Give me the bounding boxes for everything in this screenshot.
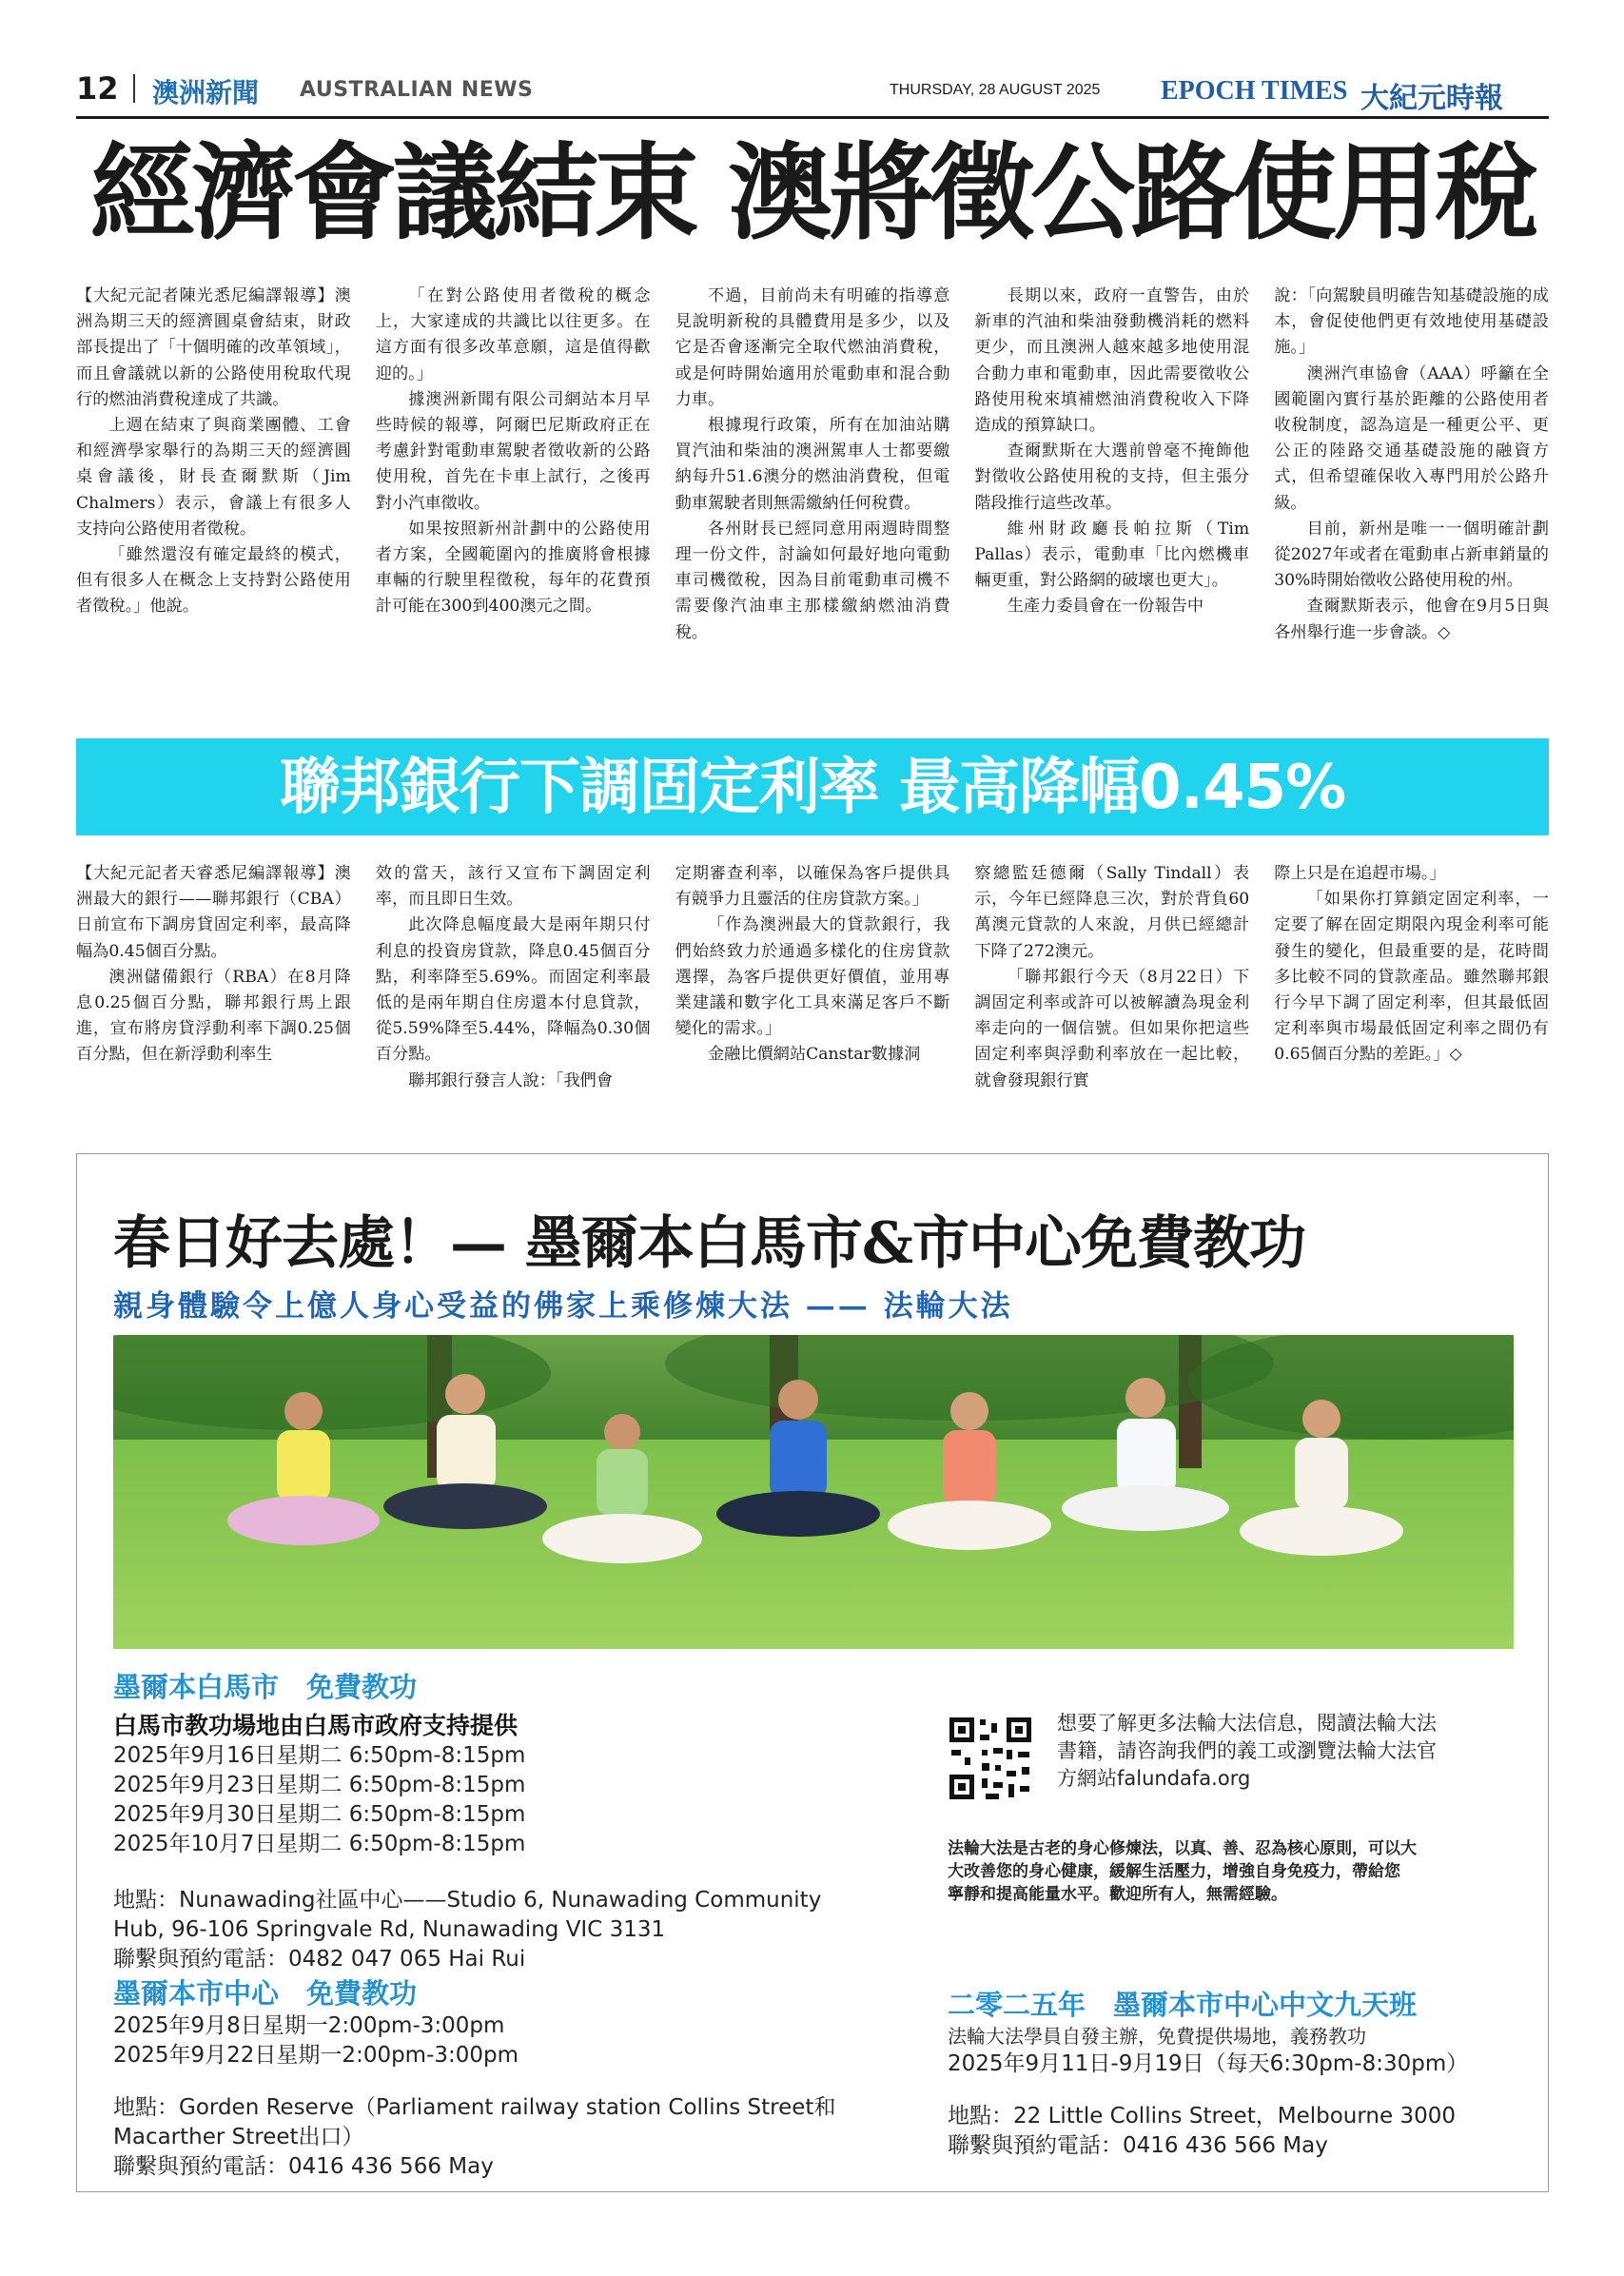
about-line: 大改善您的身心健康，緩解生活壓力，增強自身免疫力，帶給您	[948, 1862, 1400, 1881]
article2-column-2	[376, 861, 651, 1147]
nine-day-note: 法輪大法學員自發主辦，免費提供場地，義務教功	[948, 2025, 1366, 2048]
article2-column-3	[675, 861, 950, 1147]
meditation-photo	[113, 1335, 1514, 1649]
article1-para: 「在對公路使用者徵稅的概念上，大家達成的共識比以往更多。在這方面有很多改革意願，這是值得歡迎的。」	[375, 286, 651, 383]
masthead	[76, 69, 1549, 116]
article2-para: 此次降息幅度最大是兩年期只付利息的投資房貸款，降息0.45個百分點，利率降至5.69%。而固定利率最低的是兩年期自住房還本付息貸款，從5.59%降至5.44%，降幅為0.30個百分點。	[375, 915, 651, 1065]
nine-day-dates: 2025年9月11日-9月19日（每天6:30pm-8:30pm）	[948, 2051, 1469, 2076]
article2-para: 定期審查利率，以確保為客戶提供具有競爭力且靈活的住房貸款方案。」	[675, 864, 950, 910]
article2-para: 察總監廷德爾（Sally Tindall）表示，今年已經降息三次，對於背負60萬澳元貸款的人來說，月供已經總計下降了272澳元。	[974, 864, 1250, 961]
whitehorse-date: 2025年10月7日星期二 6:50pm-8:15pm	[113, 1832, 526, 1856]
article1-para: 生產力委員會在一份報告中	[1007, 597, 1204, 617]
falun-dafa-about	[948, 1837, 1518, 1906]
article1-para: 根據現行政策，所有在加油站購買汽油和柴油的澳洲駕車人士都要繳納每升51.6澳分的燃油消費稅，但電動車駕駛者則無需繳納任何稅費。	[675, 416, 950, 513]
article1-para: 各州財長已經同意用兩週時間整理一份文件，討論如何最好地向電動車司機徵稅，因為目前電動車司機不需要像汽油車主那樣繳納燃油消費稅。	[675, 519, 950, 642]
city-address: 地點：Gorden Reserve（Parliament railway station Collins Street和	[113, 2095, 836, 2120]
whitehorse-date: 2025年9月16日星期二 6:50pm-8:15pm	[113, 1743, 526, 1768]
article2-column-5	[1274, 861, 1549, 1147]
article1-para: 不過，目前尚未有明確的指導意見說明新稅的具體費用是多少，以及它是否會逐漸完全取代燃油消費稅，或是何時開始適用於電動車和混合動力車。	[675, 286, 950, 409]
article2-para: 澳洲儲備銀行（RBA）在8月降息0.25個百分點，聯邦銀行馬上跟進，宣布將房貸浮動利率下調0.25個百分點，但在新浮動利率生	[76, 967, 351, 1065]
whitehorse-heading: 墨爾本白馬市 免費教功	[113, 1671, 418, 1703]
nine-day-contact: 聯繫與預約電話：0416 436 566 May	[948, 2133, 1328, 2158]
more-info-line: 想要了解更多法輪大法信息，閱讀法輪大法	[1057, 1712, 1437, 1735]
more-info-line: 方網站falundafa.org	[1057, 1767, 1251, 1790]
article1-column-3	[675, 284, 950, 721]
article1-para: 如果按照新州計劃中的公路使用者方案，全國範圍內的推廣將會根據車輛的行駛里程徵稅，每年的花費預計可能在300到400澳元之間。	[375, 519, 651, 617]
city-section	[113, 1972, 893, 2182]
header-divider	[133, 74, 135, 103]
newspaper-logo-cn: 大紀元時報	[1360, 82, 1503, 115]
nine-day-class-section	[948, 1984, 1537, 2161]
whitehorse-date: 2025年9月30日星期二 6:50pm-8:15pm	[113, 1802, 526, 1827]
city-date: 2025年9月8日星期一2:00pm-3:00pm	[113, 2013, 505, 2038]
article2-column-1	[76, 861, 351, 1147]
whitehorse-date: 2025年9月23日星期二 6:50pm-8:15pm	[113, 1773, 526, 1797]
article2-para: 聯邦銀行發言人說：「我們會	[408, 1070, 614, 1090]
article2-para: 金融比價網站Canstar數據洞	[707, 1045, 921, 1065]
whitehorse-section	[113, 1666, 893, 1974]
section-name-cn: 澳洲新聞	[152, 77, 260, 108]
section-name-en: AUSTRALIAN NEWS	[300, 78, 534, 102]
meditation-photo-illustration	[113, 1335, 1514, 1649]
article2-para: 效的當天，該行又宣布下調固定利率，而且即日生效。	[375, 864, 651, 910]
article1-para: 維州財政廳長帕拉斯（Tim Pallas）表示，電動車「比內燃機車輛更重，對公路網的破壞也更大」。	[974, 519, 1250, 591]
article1-para: 查爾默斯表示，他會在9月5日與各州舉行進一步會談。◇	[1274, 597, 1549, 642]
header-rule	[76, 116, 1549, 119]
article1-body	[76, 284, 1549, 721]
newspaper-logo-en: EPOCH TIMES	[1161, 76, 1348, 106]
issue-date: THURSDAY, 28 AUGUST 2025	[890, 82, 1101, 98]
article2-para: 【大紀元記者天睿悉尼編譯報導】澳洲最大的銀行——聯邦銀行（CBA）日前宣布下調房貸固定利率，最高降幅為0.45個百分點。	[76, 864, 351, 961]
qr-code-graphic	[948, 1716, 1033, 1801]
city-contact: 聯繫與預約電話：0416 436 566 May	[113, 2154, 494, 2179]
advertisement	[76, 1153, 1549, 2192]
article1-column-5	[1274, 284, 1549, 721]
article2-headline: 聯邦銀行下調固定利率 最高降幅0.45%	[279, 753, 1346, 823]
about-line: 法輪大法是古老的身心修煉法，以真、善、忍為核心原則，可以大	[948, 1839, 1417, 1858]
article2-body	[76, 861, 1549, 1147]
article2-para: 際上只是在追趕市場。」	[1274, 864, 1446, 883]
city-heading: 墨爾本市中心 免費教功	[113, 1977, 418, 2010]
article1-para: 上週在結束了與商業團體、工會和經濟學家舉行的為期三天的經濟圓桌會議後，財長查爾默斯（Jim Chalmers）表示，會議上有很多人支持向公路使用者徵稅。	[76, 416, 351, 539]
whitehorse-contact: 聯繫與預約電話：0482 047 065 Hai Rui	[113, 1947, 526, 1972]
nine-day-heading: 二零二五年 墨爾本市中心中文九天班	[948, 1989, 1418, 2021]
whitehorse-address: 地點：Nunawading社區中心——Studio 6, Nunawading Community	[113, 1888, 822, 1913]
article1-para: 目前，新州是唯一一個明確計劃從2027年或者在電動車占新車銷量的30%時開始徵收公路使用稅的州。	[1274, 519, 1549, 591]
nine-day-address: 地點：22 Little Collins Street，Melbourne 3000	[948, 2104, 1456, 2129]
article1-para: 「雖然還沒有確定最終的模式，但有很多人在概念上支持對公路使用者徵稅。」他說。	[76, 545, 351, 617]
more-info-line: 書籍，請咨詢我們的義工或瀏覽法輪大法官	[1057, 1739, 1437, 1762]
article1-para: 據澳洲新聞有限公司網站本月早些時候的報導，阿爾巴尼斯政府正在考慮針對電動車駕駛者徵收新的公路使用稅，首先在卡車上試行，之後再對小汽車徵收。	[375, 389, 651, 513]
article1-para: 【大紀元記者陳光悉尼編譯報導】澳洲為期三天的經濟圓桌會結束，財政部長提出了「十個明確的改革領域」，而且會議就以新的公路使用稅取代現行的燃油消費稅達成了共識。	[76, 286, 351, 409]
ad-subtitle: 親身體驗令上億人身心受益的佛家上乘修煉大法 —— 法輪大法	[113, 1289, 1013, 1324]
whitehorse-venue-note: 白馬市教功場地由白馬市政府支持提供	[113, 1712, 519, 1739]
city-date: 2025年9月22日星期一2:00pm-3:00pm	[113, 2043, 519, 2068]
article1-column-4	[974, 284, 1249, 721]
whitehorse-address: Hub, 96-106 Springvale Rd, Nunawading VIC 3131	[113, 1917, 666, 1942]
article2-para: 「作為澳洲最大的貸款銀行，我們始終致力於通過多樣化的住房貸款選擇，為客戶提供更好價值，並用專業建議和數字化工具來滿足客戶不斷變化的需求。」	[675, 915, 950, 1039]
article2-para: 「如果你打算鎖定固定利率，一定要了解在固定期限內現金利率可能發生的變化，但最重要的是，花時間多比較不同的貸款產品。雖然聯邦銀行今早下調了固定利率，但其最低固定利率與市場最低固定利率之間仍有0.65個百分點的差距。」◇	[1274, 890, 1549, 1065]
ad-title: 春日好去處！— 墨爾本白馬市&市中心免費教功	[113, 1210, 1306, 1277]
city-address: Macarther Street出口）	[113, 2125, 364, 2149]
article1-column-1	[76, 284, 351, 721]
more-info-text	[1057, 1710, 1514, 1793]
article1-headline: 經濟會議結束 澳將徵公路使用稅	[89, 131, 1536, 254]
article2-column-4	[974, 861, 1249, 1147]
article1-para: 說：「向駕駛員明確告知基礎設施的成本，會促使他們更有效地使用基礎設施。」	[1274, 286, 1549, 358]
page-number: 12	[76, 70, 119, 107]
article1-para: 查爾默斯在大選前曾毫不掩飾他對徵收公路使用稅的支持，但主張分階段推行這些改革。	[974, 441, 1250, 513]
article1-para: 澳洲汽車協會（AAA）呼籲在全國範圍內實行基於距離的公路使用者收稅制度，認為這是一種更公平、更公正的陸路交通基礎設施的融資方式，但希望確保收入專門用於公路升級。	[1274, 363, 1549, 513]
qr-code-icon[interactable]	[948, 1716, 1033, 1801]
about-line: 寧靜和提高能量水平。歡迎所有人，無需經驗。	[948, 1885, 1287, 1904]
article1-para: 長期以來，政府一直警告，由於新車的汽油和柴油發動機消耗的燃料更少，而且澳洲人越來越多地使用混合動力車和電動車，因此需要徵收公路使用稅來填補燃油消費稅收入下降造成的預算缺口。	[974, 286, 1250, 436]
article2-para: 「聯邦銀行今天（8月22日）下調固定利率或許可以被解讀為現金利率走向的一個信號。但如果你把這些固定利率與浮動利率放在一起比較，就會發現銀行實	[974, 967, 1250, 1090]
article2-banner	[76, 738, 1549, 835]
article1-column-2	[376, 284, 651, 721]
